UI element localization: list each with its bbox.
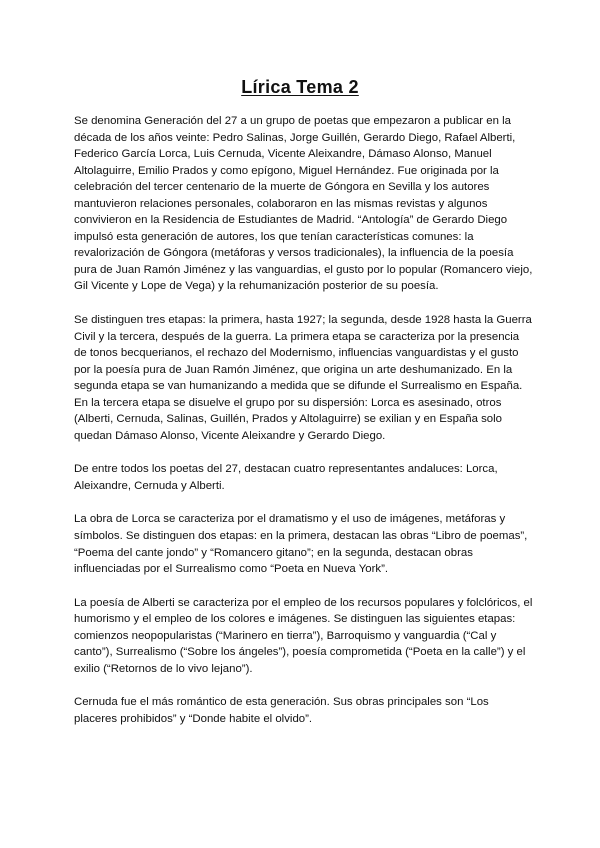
paragraph-lorca: La obra de Lorca se caracteriza por el dramatismo y el uso de imágenes, metáforas y símbolos. Se distinguen dos etapas: en la primera, destacan las obras “Libro de poemas”, “Poema del cante jondo” y “Romancero gitano”; en la segunda, destacan obras influenciadas por el Surrealismo como “Poeta en Nueva York”. — [74, 513, 528, 576]
paragraph-alberti: La poesía de Alberti se caracteriza por el empleo de los recursos populares y folclóricos, el humorismo y el empleo de los colores e imágenes. Se distinguen las siguientes etapas: comienzos neopopularistas (“Marinero en tierra”), Barroquismo y vanguardia (“Cal y canto”), Surrealismo (“Sobre los ángeles”), poesía comprometida (“Poeta en la calle”) y el exilio (“Retornos de lo vivo lejano”). — [74, 596, 533, 675]
document-body — [74, 113, 534, 745]
paragraph-generacion-27: Se denomina Generación del 27 a un grupo de poetas que empezaron a publicar en la década de los años veinte: Pedro Salinas, Jorge Guillén, Gerardo Diego, Rafael Alberti, Federico García Lorca, Luis Cernuda, Vicente Aleixandre, Dámaso Alonso, Manuel Altolaguirre, Emilio Prados y como epígono, Miguel Hernández. Fue originada por la celebración del tercer centenario de la muerte de Góngora en Sevilla y los autores mantuvieron relaciones personales, colaboraron en las mismas revistas y algunos convivieron en la Residencia de Estudiantes de Madrid. “Antología” de Gerardo Diego impulsó esta generación de autores, los que tenían características comunes: la revalorización de Góngora (metáforas y versos tradicionales), la influencia de la poesía pura de Juan Ramón Jiménez y las vanguardias, el gusto por lo popular (Romancero viejo, Gil Vicente y Lope de Vega) y la rehumanización posterior de su poesía. — [74, 115, 533, 293]
paragraph-etapas: Se distinguen tres etapas: la primera, hasta 1927; la segunda, desde 1928 hasta la Guerra Civil y la tercera, después de la guerra. La primera etapa se caracteriza por la presencia de tonos becquerianos, el rechazo del Modernismo, influencias vanguardistas y el gusto por la poesía pura de Juan Ramón Jiménez, que origina un arte deshumanizado. En la segunda etapa se van humanizando a medida que se difunde el Surrealismo en España. En la tercera etapa se disuelve el grupo por su dispersión: Lorca es asesinado, otros (Alberti, Cernuda, Salinas, Guillén, Prados y Altolaguirre) se exilian y en España solo quedan Dámaso Alonso, Vicente Aleixandre y Gerardo Diego. — [74, 314, 532, 442]
paragraph-cernuda: Cernuda fue el más romántico de esta generación. Sus obras principales son “Los placeres prohibidos” y “Donde habite el olvido”. — [74, 696, 489, 725]
paragraph-representantes: De entre todos los poetas del 27, destacan cuatro representantes andaluces: Lorca, Aleixandre, Cernuda y Alberti. — [74, 463, 498, 492]
document-title: Lírica Tema 2 — [241, 77, 359, 97]
